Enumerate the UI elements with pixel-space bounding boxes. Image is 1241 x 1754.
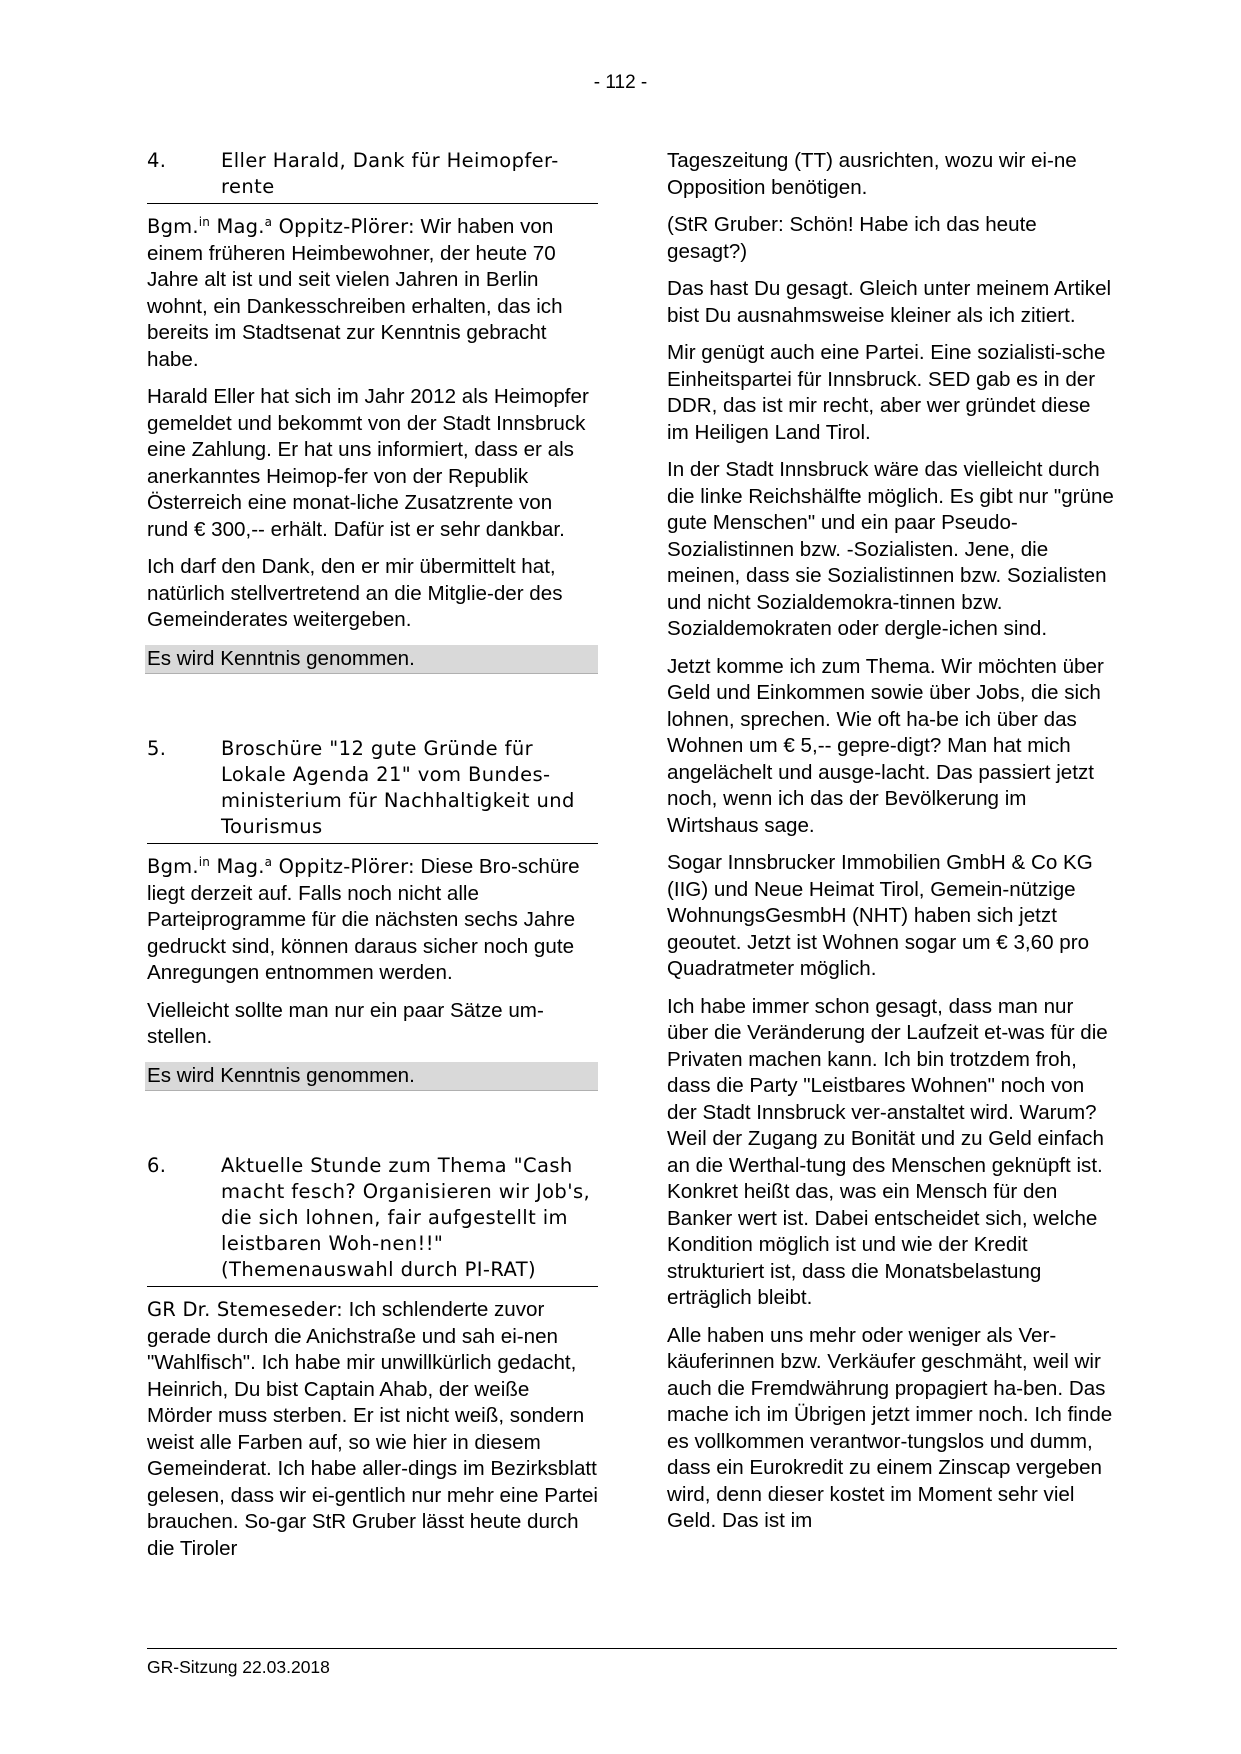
paragraph: Alle haben uns mehr oder weniger als Ver-käuferinnen bzw. Verkäufer geschmäht, weil wir auch die Fremdwährung propagiert ha-ben. Das mache ich im Übrigen jetzt immer noch. Ich finde es vollkommen verantwor-tungslos und dumm, dass ein Eurokredit zu einem Zinscap vergeben wird, denn dieser kostet im Moment sehr viel Geld. Das ist im <box>667 1323 1113 1532</box>
paragraph: Bgm.$^{in}$ Mag.$^a$ Oppitz-Plörer: Wir haben von einem früheren Heimbewohner, der heute 70 Jahre alt ist und seit vielen Jahren in Berlin wohnt, ein Dankesschreiben erhalten, das ich bereits im Stadtsenat zur Kenntnis gebracht habe. <box>147 215 563 371</box>
agenda-title: Broschüre "12 gute Gründe für Lokale Agenda 21" vom Bundes-ministerium für Nachhaltigkeit und Tourismus <box>221 737 575 838</box>
paragraph: Harald Eller hat sich im Jahr 2012 als Heimopfer gemeldet und bekommt von der Stadt Innsbruck eine Zahlung. Er hat uns informiert, dass er als anerkanntes Heimop-fer von der Republik Österreich eine monat-liche Zusatzrente von rund € 300,-- erhält. Dafür ist er sehr dankbar. <box>147 385 589 541</box>
agenda-number: 5. <box>147 737 167 760</box>
paragraph: Sogar Innsbrucker Immobilien GmbH & Co KG (IIG) und Neue Heimat Tirol, Gemein-nützige WohnungsGesmbH (NHT) haben sich jetzt geoutet. Jetzt ist Wohnen sogar um € 3,60 pro Quadratmeter möglich. <box>667 851 1093 980</box>
paragraph: Jetzt komme ich zum Thema. Wir möchten über Geld und Einkommen sowie über Jobs, die sich lohnen, sprechen. Wie oft ha-be ich über das Wohnen um € 5,-- gepre-digt? Man hat mich angelächelt und ausge-lacht. Das passiert jetzt noch, wenn ich das der Bevölkerung im Wirtshaus sage. <box>667 654 1104 837</box>
footer-text: GR-Sitzung 22.03.2018 <box>147 1657 330 1677</box>
paragraph: GR Dr. Stemeseder: Ich schlenderte zuvor gerade durch die Anichstraße und sah ei-nen "Wahlfisch". Ich habe mir unwillkürlich gedacht, Heinrich, Du bist Captain Ahab, der weiße Mörder muss sterben. Er ist nicht weiß, sondern weist alle Farben auf, so wie hier in diesem Gemeinderat. Ich habe aller-dings im Bezirksblatt gelesen, dass wir ei-gentlich nur mehr eine Partei brauchen. So-gar StR Gruber lässt heute durch die Tiroler <box>147 1298 599 1560</box>
paragraph: Das hast Du gesagt. Gleich unter meinem Artikel bist Du ausnahmsweise kleiner als ich zitiert. <box>667 277 1112 327</box>
paragraph: Ich habe immer schon gesagt, dass man nur über die Veränderung der Laufzeit et-was für die Privaten machen kann. Ich bin trotzdem froh, dass die Party "Leistbares Wohnen" noch von der Stadt Innsbruck ver-anstaltet wird. Warum? Weil der Zugang zu Bonität und zu Geld einfach an die Werthal-tung des Menschen geknüpft ist. Konkret heißt das, was ein Mensch für den Banker wert ist. Dabei entscheidet sich, welche Kondition möglich ist und wie der Kredit strukturiert ist, dass die Monatsbelastung erträglich bleibt. <box>667 994 1108 1309</box>
result-note: Es wird Kenntnis genommen. <box>145 1062 598 1092</box>
speaker-name: Bgm.$^{in}$ Mag.$^a$ Oppitz-Plörer: <box>147 215 415 238</box>
paragraph: Bgm.$^{in}$ Mag.$^a$ Oppitz-Plörer: Diese Bro-schüre liegt derzeit auf. Falls noch nicht alle Parteiprogramme für die nächsten sechs Jahre gedruckt sind, können daraus sicher noch gute Anregungen entnommen werden. <box>147 855 580 984</box>
result-note: Es wird Kenntnis genommen. <box>145 645 598 675</box>
paragraph: Vielleicht sollte man nur ein paar Sätze um-stellen. <box>147 998 544 1048</box>
right-column <box>667 148 1117 1546</box>
agenda-item-5-heading <box>147 736 598 844</box>
footer-divider <box>147 1648 1117 1649</box>
paragraph: Mir genügt auch eine Partei. Eine sozialisti-sche Einheitspartei für Innsbruck. SED gab es in der DDR, das ist mir recht, aber wer gründet diese im Heiligen Land Tirol. <box>667 341 1106 444</box>
agenda-title: Aktuelle Stunde zum Thema "Cash macht fesch? Organisieren wir Job's, die sich lohnen, fair aufgestellt im leistbaren Woh-nen!!" (Themenauswahl durch PI-RAT) <box>221 1154 591 1281</box>
page-number: - 112 - <box>593 72 648 93</box>
agenda-number: 6. <box>147 1154 167 1177</box>
left-column <box>147 148 598 1573</box>
agenda-item-4-heading <box>147 148 598 204</box>
speaker-name: GR Dr. Stemeseder: <box>147 1298 343 1321</box>
agenda-item-6-heading <box>147 1153 598 1287</box>
agenda-title: Eller Harald, Dank für Heimopfer-rente <box>221 149 559 198</box>
speaker-name: Bgm.$^{in}$ Mag.$^a$ Oppitz-Plörer: <box>147 855 415 878</box>
paragraph: (StR Gruber: Schön! Habe ich das heute gesagt?) <box>667 213 1037 263</box>
agenda-number: 4. <box>147 149 167 172</box>
paragraph: Tageszeitung (TT) ausrichten, wozu wir ei-ne Opposition benötigen. <box>667 149 1077 199</box>
paragraph: In der Stadt Innsbruck wäre das vielleicht durch die linke Reichshälfte möglich. Es gibt nur "grüne gute Menschen" und ein paar Pseudo-Sozialistinnen bzw. -Sozialisten. Jene, die meinen, dass sie Sozialistinnen bzw. Sozialisten und nicht Sozialdemokra-tinnen bzw. Sozialdemokraten oder dergle-ichen sind. <box>667 458 1114 640</box>
paragraph: Ich darf den Dank, den er mir übermittelt hat, natürlich stellvertretend an die Mitglie-der des Gemeinderates weitergeben. <box>147 555 563 631</box>
